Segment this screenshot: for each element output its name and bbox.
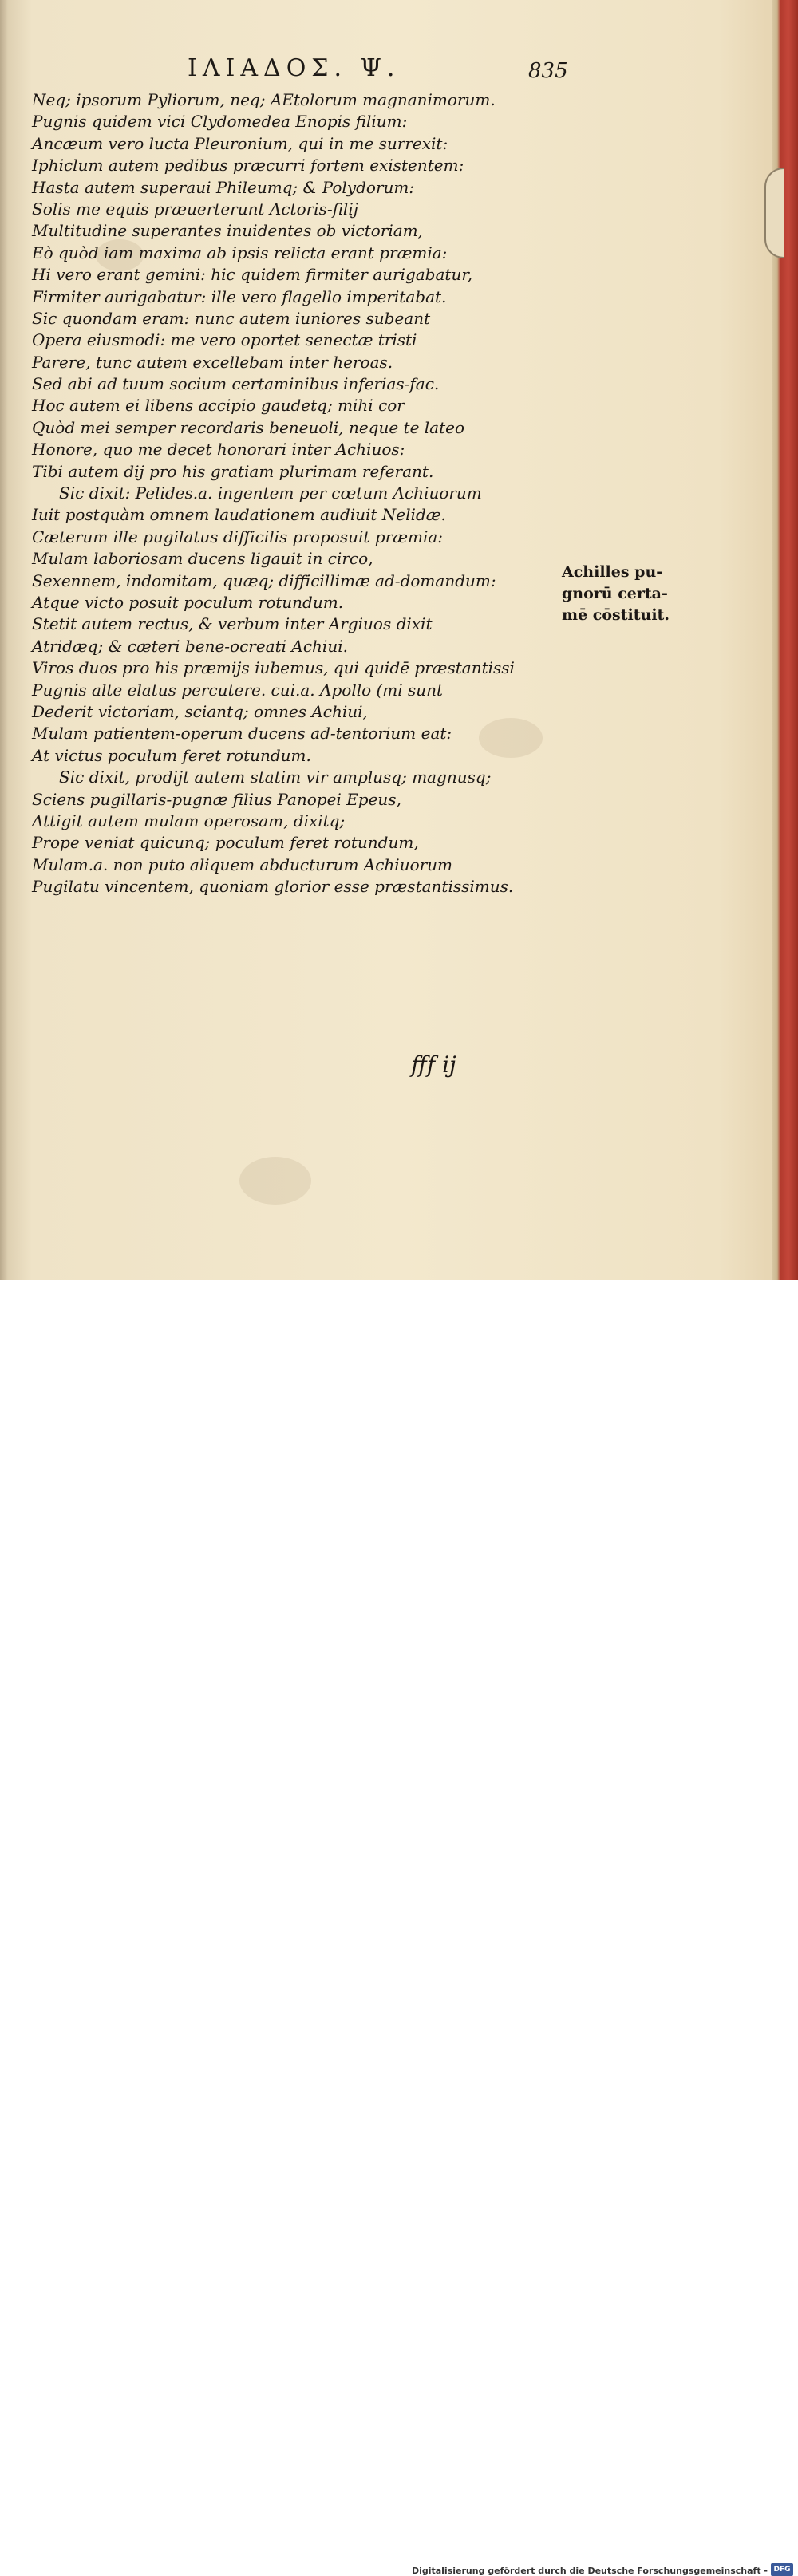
- text-line: Neq; ipsorum Pyliorum, neq; AEtolorum magnanimorum.: [32, 90, 496, 109]
- text-line: Sic dixit: Pelides.a. ingentem per cœtum Achiuorum: [59, 483, 482, 503]
- text-line: Multitudine superantes inuidentes ob victoriam,: [32, 221, 423, 241]
- text-line: Atque victo posuit poculum rotundum.: [32, 592, 344, 612]
- margin-note: [562, 562, 689, 626]
- running-title: ΙΛΙΑΔΟΣ. Ψ.: [188, 54, 401, 82]
- text-line: Sed abi ad tuum socium certaminibus inferias-fac.: [32, 374, 440, 394]
- text-line: Sic dixit, prodijt autem statim vir amplusq; magnusq;: [59, 767, 492, 787]
- paper-stain: [239, 1157, 311, 1205]
- margin-note-line: gnorū certa-: [562, 585, 668, 602]
- text-line: Mulam laboriosam ducens ligauit in circo,: [32, 549, 373, 569]
- text-line: Eò quòd iam maxima ab ipsis relicta erant præmia:: [32, 243, 448, 262]
- text-line: Iphiclum autem pedibus præcurri fortem existentem:: [32, 156, 464, 176]
- bookmark-tab: [764, 168, 784, 258]
- text-line: Hasta autem superaui Phileumq; & Polydorum:: [32, 177, 415, 197]
- text-line: Solis me equis præuerterunt Actoris-filij: [32, 199, 358, 219]
- main-text: [32, 89, 563, 897]
- text-line: Hi vero erant gemini: hic quidem firmiter aurigabatur,: [32, 265, 473, 285]
- funding-credit: Digitalisierung gefördert durch die Deutsche Forschungsgemeinschaft -: [411, 2566, 768, 2576]
- text-line: Prope veniat quicunq; poculum feret rotundum,: [32, 833, 419, 853]
- text-line: Dederit victoriam, sciantq; omnes Achiui,: [32, 701, 368, 721]
- text-line: Pugilatu vincentem, quoniam glorior esse præstantissimus.: [32, 877, 514, 897]
- text-line: Cæterum ille pugilatus difficilis proposuit præmia:: [32, 527, 444, 546]
- text-line: Honore, quo me decet honorari inter Achiuos:: [32, 440, 405, 460]
- text-line: Firmiter aurigabatur: ille vero flagello imperitabat.: [32, 286, 447, 306]
- text-line: Pugnis alte elatus percutere. cui.a. Apollo (mi sunt: [32, 680, 444, 700]
- text-line: Viros duos pro his præmijs iubemus, qui quidē præstantissi: [32, 658, 515, 678]
- text-line: Mulam patientem-operum ducens ad-tentorium eat:: [32, 724, 452, 744]
- text-line: Sic quondam eram: nunc autem iuniores subeant: [32, 308, 431, 328]
- text-line: Iuit postquàm omnem laudationem audiuit Nelidæ.: [32, 505, 446, 525]
- text-line: Attigit autem mulam operosam, dixitq;: [32, 811, 346, 830]
- text-line: Opera eiusmodi: me vero oportet senectæ tristi: [32, 330, 417, 350]
- text-line: Ancæum vero lucta Pleuronium, qui in me surrexit:: [32, 133, 448, 153]
- text-line: Stetit autem rectus, & verbum inter Argiuos dixit: [32, 614, 433, 634]
- text-line: Sciens pugillaris-pugnæ filius Panopei Epeus,: [32, 789, 401, 809]
- margin-note-line: Achilles pu-: [562, 563, 663, 581]
- text-line: At victus poculum feret rotundum.: [32, 745, 311, 765]
- text-line: Hoc autem ei libens accipio gaudetq; mihi cor: [32, 396, 405, 416]
- text-line: Tibi autem dij pro his gratiam plurimam referant.: [32, 461, 434, 481]
- text-line: Quòd mei semper recordaris beneuoli, neque te lateo: [32, 417, 465, 437]
- text-line: Mulam.a. non puto aliquem abducturum Achiuorum: [32, 854, 453, 874]
- text-line: Atridæq; & cæteri bene-ocreati Achiui.: [32, 636, 348, 656]
- signature-mark: fff ij: [411, 1051, 456, 1078]
- page-header: [40, 54, 567, 86]
- footer-strip: [0, 1280, 798, 2576]
- margin-note-line: mē cōstituit.: [562, 606, 670, 624]
- text-line: Pugnis quidem vici Clydomedea Enopis filium:: [32, 112, 408, 132]
- text-line: Sexennem, indomitam, quæq; difficillimæ ad-domandum:: [32, 570, 496, 590]
- text-line: Parere, tunc autem excellebam inter heroas.: [32, 352, 393, 372]
- dfg-logo: DFG: [771, 2563, 793, 2576]
- page-number: 835: [528, 59, 568, 83]
